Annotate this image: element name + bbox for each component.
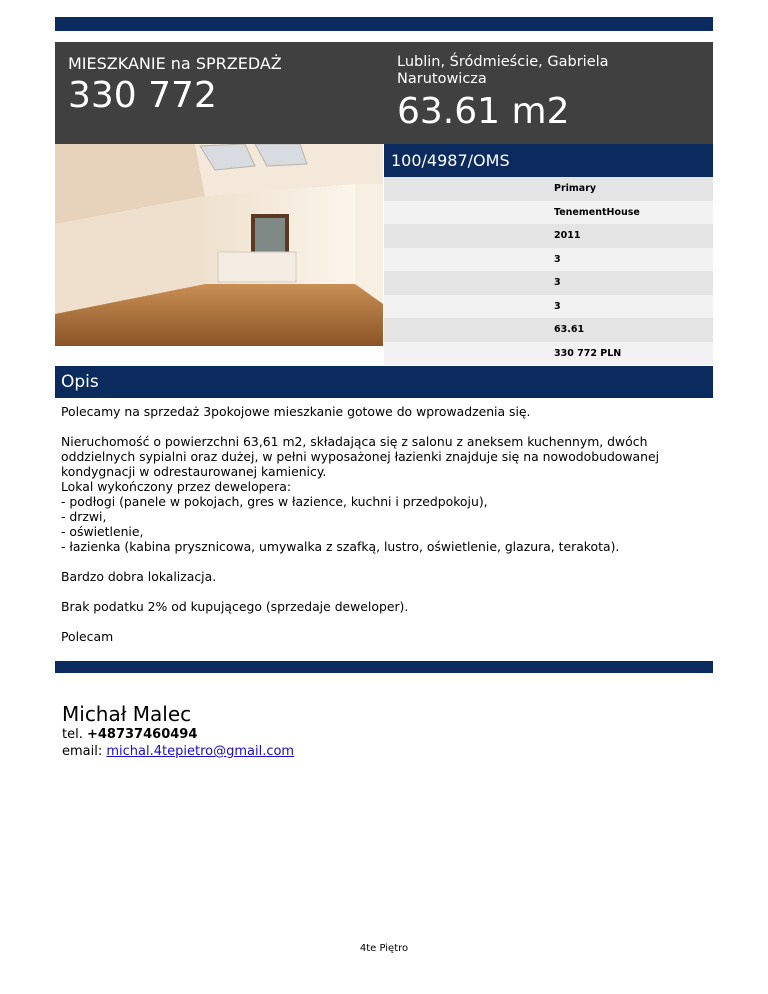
param-value: 330 772 PLN [554, 347, 622, 359]
listing-price: 330 772 [68, 75, 217, 116]
param-row [384, 318, 713, 342]
top-accent-bar [55, 17, 713, 31]
param-row [384, 248, 713, 272]
email-label: email: [62, 744, 103, 759]
listing-type: MIESZKANIE na SPRZEDAŻ [68, 54, 282, 73]
param-value: TenementHouse [554, 206, 640, 218]
agent-phone-line [62, 726, 294, 743]
listing-reference: 100/4987/OMS [384, 144, 713, 177]
agent-phone: +48737460494 [86, 727, 198, 742]
agent-contact [62, 702, 294, 760]
param-row [384, 224, 713, 248]
header-right [397, 54, 697, 132]
agent-email-line [62, 743, 294, 760]
param-value: 2011 [554, 230, 581, 242]
agent-email-link[interactable]: michal.4tepietro@gmail.com [106, 744, 295, 759]
param-row [384, 342, 713, 366]
param-row [384, 295, 713, 319]
description-paragraph: Brak podatku 2% od kupującego (sprzedaje deweloper). [61, 599, 409, 614]
listing-location: Lublin, Śródmieście, Gabriela Narutowicza [397, 54, 609, 87]
param-row [384, 201, 713, 225]
description-paragraph: Nieruchomość o powierzchni 63,61 m2, składająca się z salonu z aneksem kuchennym, dwóch oddzielnych sypialni oraz dużej, w pełni wyposażonej łazienki znajduje się na nowodobudowanej kondygnacji w odrestaurowanej kamienicy. Lokal wykończony przez dewelopera: - podłogi (panele w pokojach, gres w łazience, kuchni i przedpokoju), - drzwi, - oświetlenie, - łazienka (kabina prysznicowa, umywalka z szafką, lustro, oświetlenie, glazura, terakota). [61, 434, 660, 554]
agent-name: Michał Malec [62, 702, 192, 726]
description-paragraph: Bardzo dobra lokalizacja. [61, 569, 217, 584]
param-row [384, 271, 713, 295]
description-body [61, 404, 701, 659]
description-paragraph: Polecam [61, 629, 114, 644]
param-row [384, 177, 713, 201]
listing-params [384, 177, 713, 365]
description-heading: Opis [55, 366, 713, 398]
description-paragraph: Polecamy na sprzedaż 3pokojowe mieszkanie gotowe do wprowadzenia się. [61, 404, 531, 419]
param-value: 3 [554, 253, 561, 265]
param-value: 63.61 [554, 324, 585, 336]
param-value: Primary [554, 183, 597, 195]
footer-brand: 4te Piętro [359, 943, 409, 954]
param-value: 3 [554, 300, 561, 312]
property-photo [55, 144, 383, 346]
listing-area: 63.61 m2 [397, 91, 570, 132]
bottom-accent-bar [55, 661, 713, 673]
param-value: 3 [554, 277, 561, 289]
listing-header [55, 42, 713, 144]
room-illustration [55, 144, 383, 346]
header-left [68, 54, 368, 116]
phone-label: tel. [62, 727, 83, 742]
